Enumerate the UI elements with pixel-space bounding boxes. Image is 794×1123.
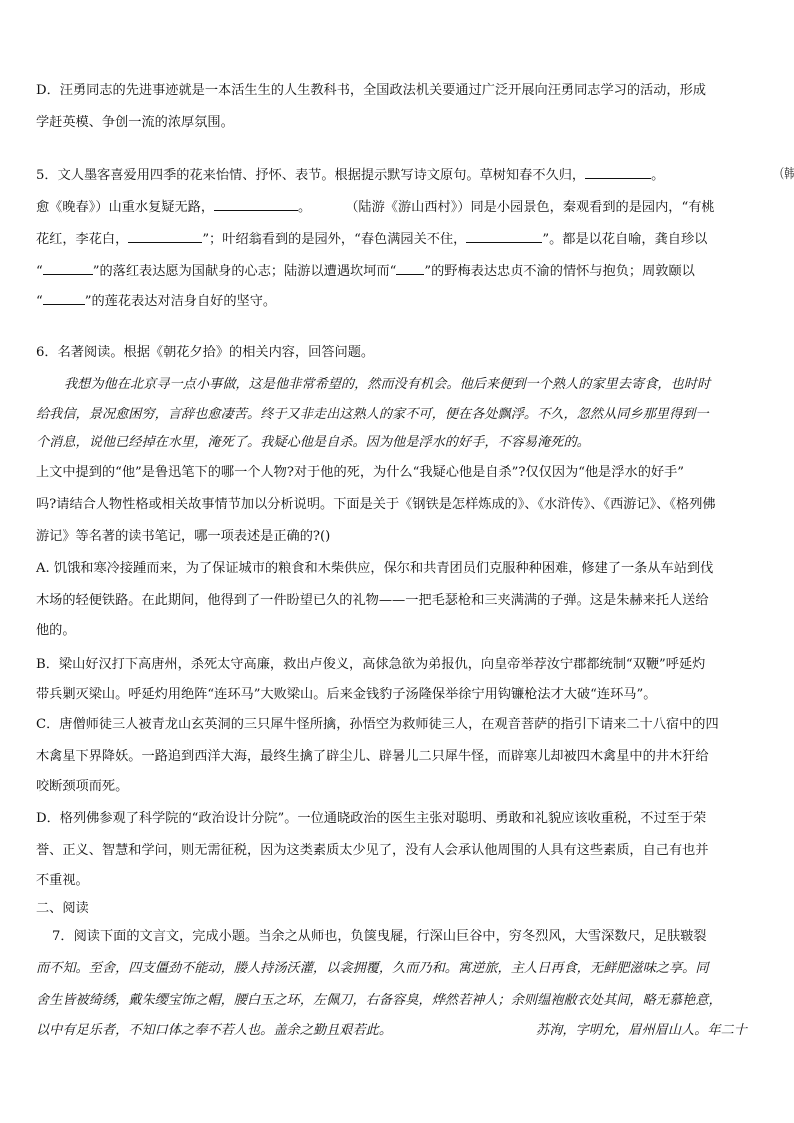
q5-text: ”的野梅表达忠贞不渝的情怀与抱负；周敦颐以 (424, 264, 695, 279)
q6-option-a-line: A. 饥饿和寒冷接踵而来，为了保证城市的粮食和木柴供应，保尔和共青团员们克服种种困难，修建了一条从车站到伐 (36, 561, 714, 576)
q5-text: 。 (298, 200, 312, 215)
q5-text: 花红，李花白， (36, 232, 129, 247)
q6-question-line: 吗?请结合人物性格或相关故事情节加以分析说明。下面是关于《钢铁是怎样炼成的》、《水浒传》、《西游记》、《格列佛 (36, 497, 716, 512)
q5-line-2 (36, 198, 715, 217)
q6-question-line: 游记》等名著的读书笔记，哪一项表述是正确的?() (36, 529, 331, 544)
q6-option-d-line: 不重视。 (36, 873, 89, 888)
q5-line-1-tail: （韩 (774, 167, 794, 182)
q6-option-a-line: 他的。 (36, 623, 76, 638)
q6-excerpt-line: 给我信，景况愈困穷，言辞也愈凄苦。终于又非走出这熟人的家不可，便在各处飘浮。不久，忽然从同乡那里得到一 (36, 407, 709, 422)
q6-excerpt-line: 个消息，说他已经掉在水里，淹死了。我疑心他是自杀。因为他是浮水的好手，不容易淹死的。 (36, 435, 590, 450)
q7-line-tail: 苏洵，字明允，眉州眉山人。年二十 (536, 1023, 747, 1038)
q5-text: ”；叶绍翁看到的是园外，“春色满园关不住， (202, 232, 467, 247)
q6-title: 6．名著阅读。根据《朝花夕拾》的相关内容，回答问题。 (36, 345, 375, 360)
q6-option-d-line: 誉、正义、智慧和学问，则无需征税，因为这类素质太少见了，没有人会承认他周围的人具有这些素质，自己有也并 (36, 843, 709, 858)
q5-text: ”的落红表达愿为国献身的心志；陆游以遭遇坎坷而“ (92, 264, 397, 279)
q7-line: 而不知。至舍，四支僵劲不能动，媵人持汤沃灌，以衾拥覆，久而乃和。寓逆旅，主人日再食，无鲜肥滋味之享。同 (36, 961, 709, 976)
q6-option-c-line: 咬断颈项而死。 (36, 779, 129, 794)
q5-line-5 (36, 292, 276, 311)
blank (214, 198, 298, 211)
blank (466, 230, 542, 243)
q5-text: “ (36, 264, 43, 279)
option-d-line-2: 学赶英模、争创一流的浓厚氛围。 (36, 115, 234, 130)
option-d-line-1: D．汪勇同志的先进事迹就是一本活生生的人生教科书，全国政法机关要通过广泛开展向汪勇同志学习的活动，形成 (36, 83, 706, 98)
q7-line: 舍生皆被绮绣，戴朱缨宝饰之帽，腰白玉之环，左佩刀，右备容臭，烨然若神人；余则缊袍敝衣处其间，略无慕艳意， (36, 993, 722, 1008)
q5-text: ”的莲花表达对洁身自好的坚守。 (84, 294, 277, 309)
blank (585, 166, 651, 179)
blank (396, 262, 424, 275)
q6-option-c-line: C．唐僧师徒三人被青龙山玄英洞的三只犀牛怪所擒，孙悟空为救师徒三人，在观音菩萨的指引下请来二十八宿中的四 (36, 717, 719, 732)
q5-text: 。 (651, 168, 665, 183)
q7-line: 7．阅读下面的文言文，完成小题。当余之从师也，负箧曳屣，行深山巨谷中，穷冬烈风，大雪深数尺，足肤皲裂 (52, 929, 707, 944)
q6-option-b-line: B．梁山好汉打下高唐州，杀死太守高廉，救出卢俊义，高俅急欲为弟报仇，向皇帝举荐汝宁郡都统制“双鞭”呼延灼 (36, 657, 706, 672)
q5-line-3 (36, 230, 707, 249)
q6-option-c-line: 木禽星下界降妖。一路追到西洋大海，最终生擒了辟尘儿、辟暑儿二只犀牛怪，而辟寒儿却被四木禽星中的井木犴给 (36, 749, 709, 764)
q6-option-b-line: 带兵剿灭梁山。呼延灼用绝阵“连环马”大败梁山。后来金钱豹子汤隆保举徐宁用钩镰枪法才大破“连环马”。 (36, 687, 657, 702)
q6-excerpt-line: 我想为他在北京寻一点小事做，这是他非常希望的，然而没有机会。他后来便到一个熟人的家里去寄食，也时时 (64, 377, 711, 392)
q7-line: 以中有足乐者，不知口体之奉不若人也。盖余之勤且艰若此。 (36, 1023, 393, 1038)
q5-line-1 (36, 166, 664, 185)
q6-option-a-line: 木场的轻便铁路。在此期间，他得到了一件盼望已久的礼物——一把毛瑟枪和三夹满满的子弹。这是朱赫来托人送给 (36, 593, 709, 608)
q6-question-line: 上文中提到的“他”是鲁迅笔下的哪一个人物?对于他的死，为什么“我疑心他是自杀”?仅仅因为“他是浮水的好手” (36, 465, 685, 480)
section-heading: 二、阅读 (36, 901, 89, 916)
blank (43, 292, 85, 305)
q5-text: 愈《晚春》）山重水复疑无路， (36, 200, 215, 215)
q5-line-4 (36, 262, 695, 281)
q5-text: ”。都是以花自喻，龚自珍以 (542, 232, 708, 247)
blank (43, 262, 93, 275)
q6-option-d-line: D．格列佛参观了科学院的“政治设计分院”。一位通晓政治的医生主张对聪明、勇敢和礼貌应该收重税，不过至于荣 (36, 811, 707, 826)
blank (128, 230, 202, 243)
q5-text: “ (36, 294, 43, 309)
q5-text: 5．文人墨客喜爱用四季的花来怡情、抒怀、表节。根据提示默写诗文原句。草树知春不久归， (36, 168, 586, 183)
q5-text: （陆游《游山西村》）同是小园景色，秦观看到的是园内，“有桃 (345, 200, 715, 215)
